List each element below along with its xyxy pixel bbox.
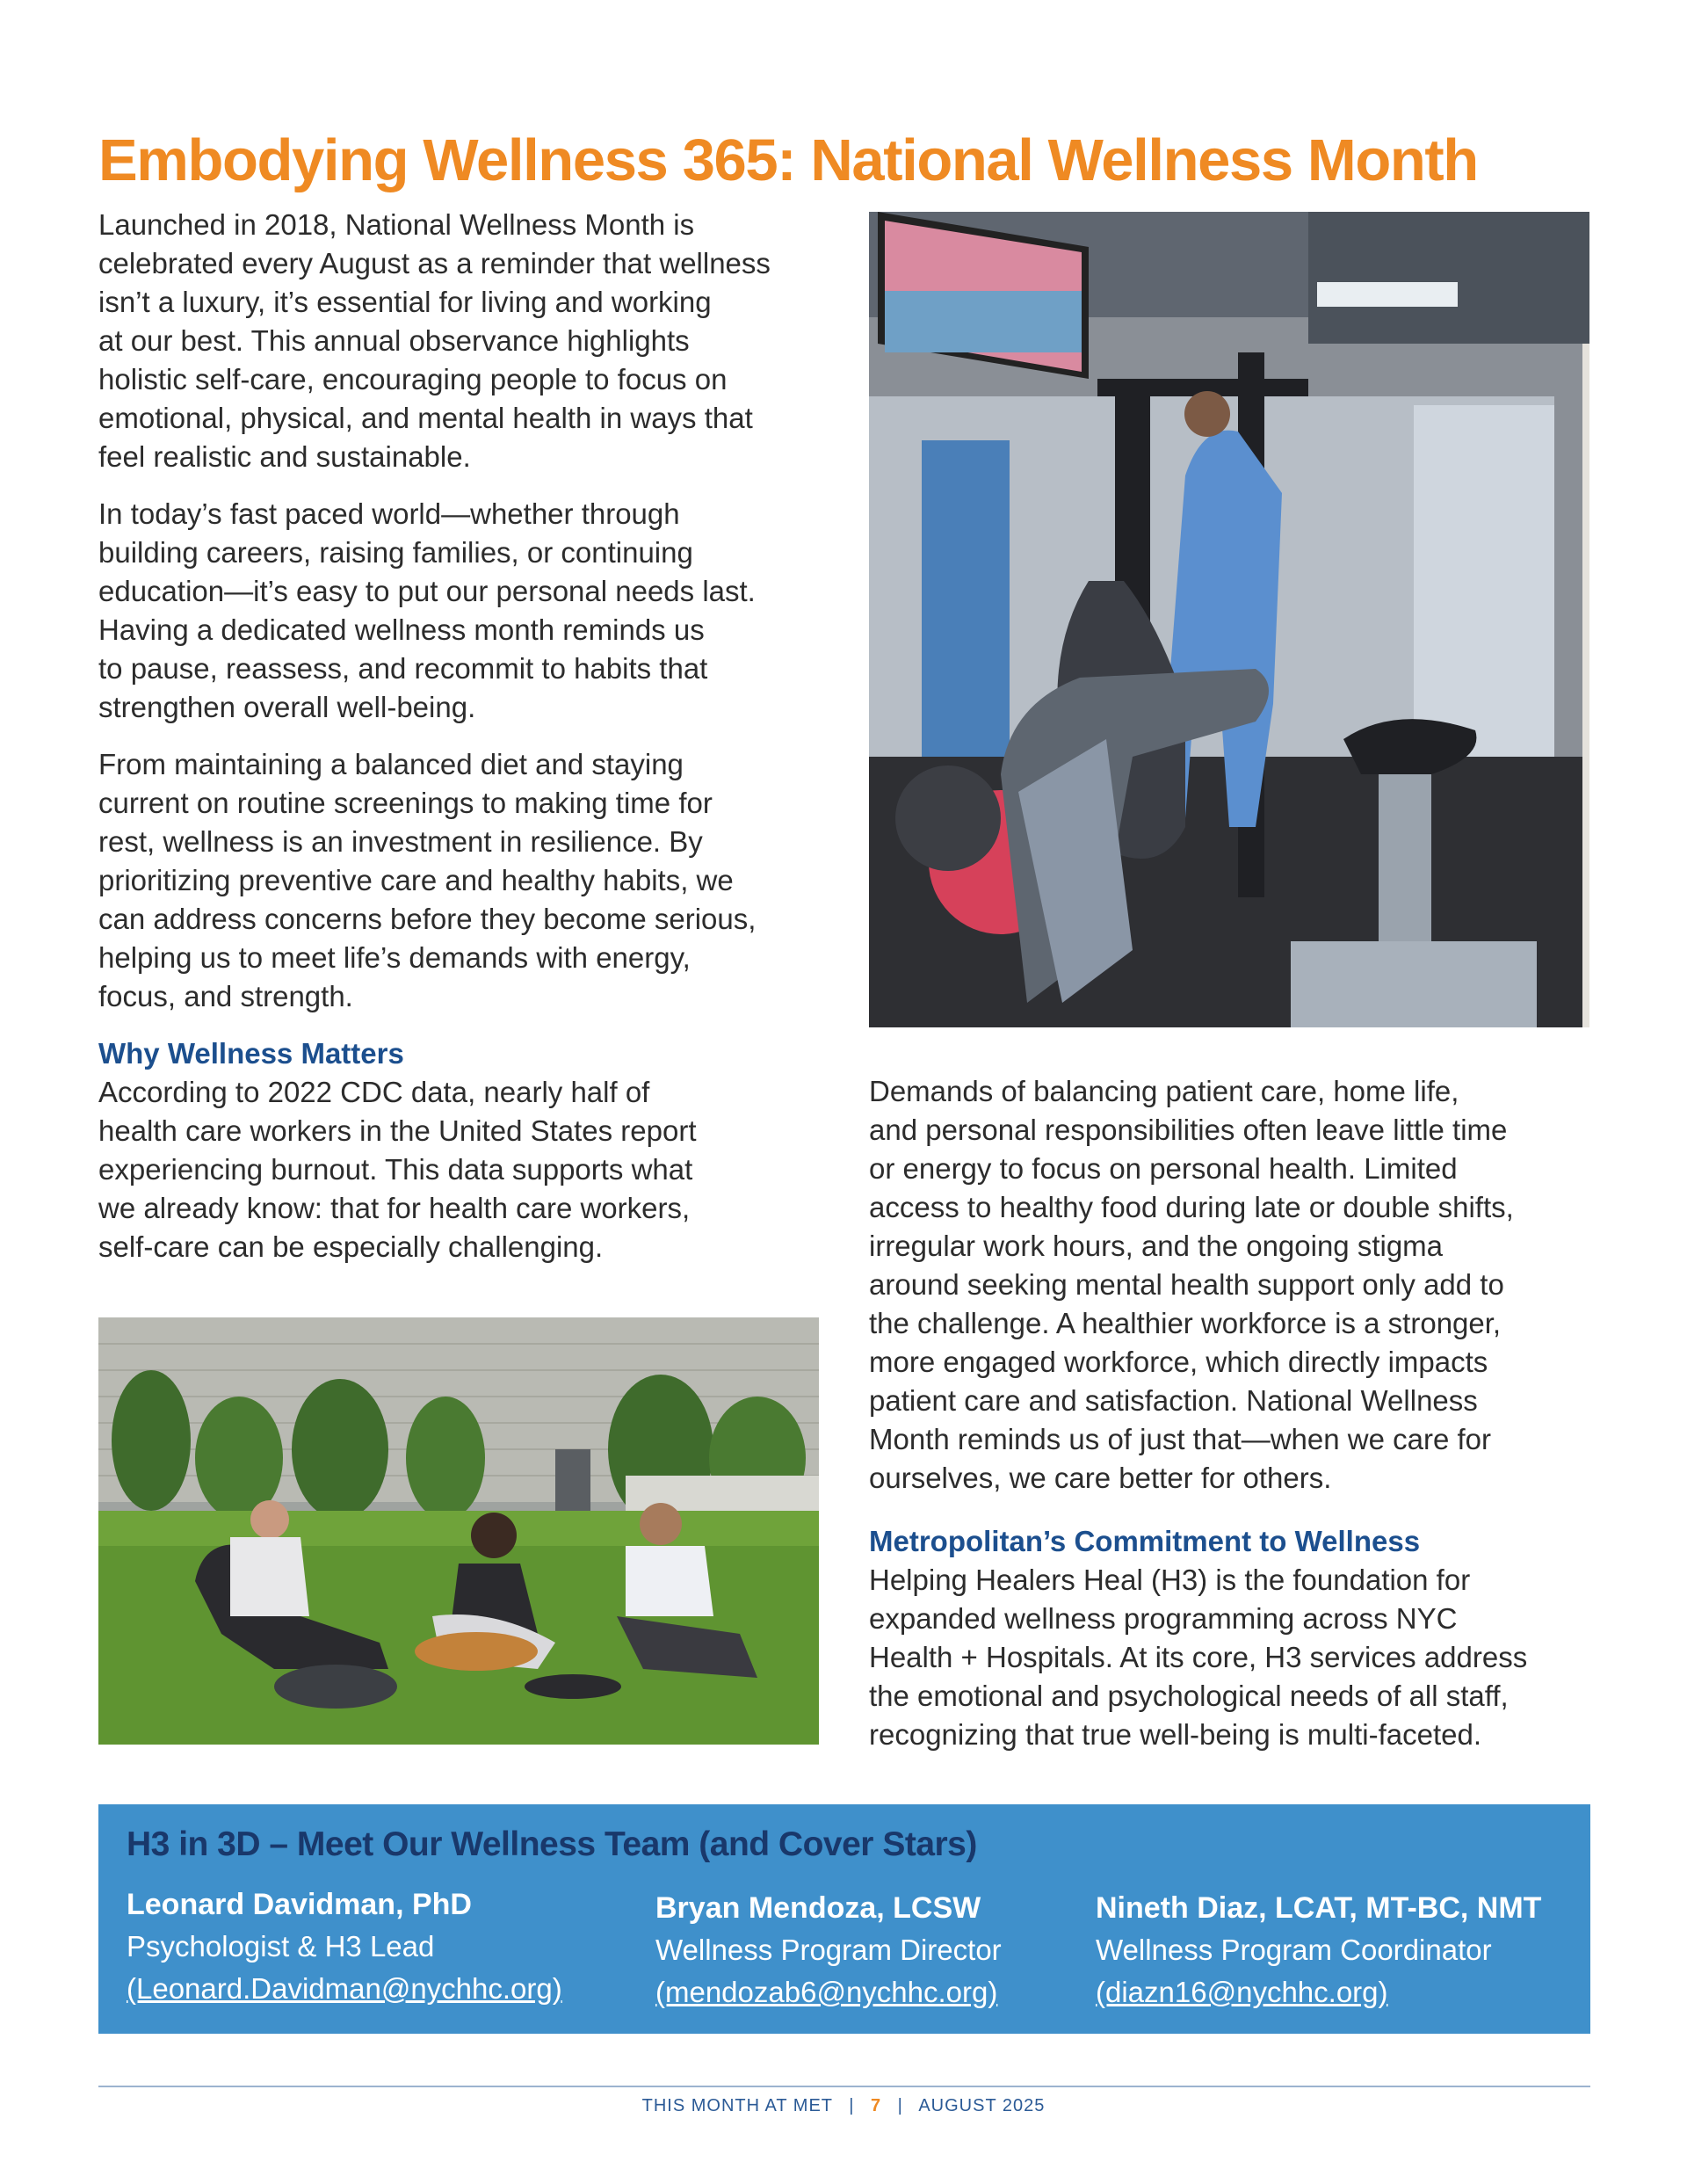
footer-date: AUGUST 2025 [918, 2096, 1046, 2115]
member-name: Nineth Diaz, LCAT, MT-BC, NMT [1096, 1891, 1542, 1925]
intro-paragraph: Launched in 2018, National Wellness Month is celebrated every August as a reminder that wellness isn’t a luxury, it’s essential for living and working at our best. This annual observance highlights holistic self-care, encouraging people to focus on emotional, physical, and mental health in ways that feel realistic and sustainable. [98, 208, 771, 473]
member-name: Leonard Davidman, PhD [127, 1888, 472, 1921]
fast-paced-paragraph: In today’s fast paced world—whether through building careers, raising families, or continuing education—it’s easy to put our personal needs last. Having a dedicated wellness month reminds us to pause, reassess, and recommit to habits that strengthen overall well-being. [98, 497, 756, 723]
footer-publication: THIS MONTH AT MET [641, 2096, 833, 2115]
member-email-link[interactable]: (Leonard.Davidman@nychhc.org) [127, 1972, 562, 2005]
member-role: Psychologist & H3 Lead [127, 1930, 435, 1963]
team-member [127, 1883, 562, 2010]
page-title: Embodying Wellness 365: National Wellness Month [98, 127, 1478, 193]
member-role: Wellness Program Coordinator [1096, 1934, 1492, 1966]
member-name: Bryan Mendoza, LCSW [655, 1891, 981, 1925]
member-role: Wellness Program Director [655, 1934, 1002, 1966]
cdc-paragraph: According to 2022 CDC data, nearly half of health care workers in the United States report experiencing burnout. This data supports what we already know: that for health care workers, self-care can be especially challenging. [98, 1076, 697, 1263]
left-column [98, 206, 828, 1285]
member-email-link[interactable]: (diazn16@nychhc.org) [1096, 1976, 1388, 2008]
gym-photo-illustration [869, 212, 1589, 1027]
why-wellness-heading: Why Wellness Matters [98, 1037, 404, 1070]
footer-separator: | [849, 2096, 855, 2115]
footer-divider [98, 2086, 1590, 2087]
team-heading: H3 in 3D – Meet Our Wellness Team (and Cover Stars) [127, 1825, 977, 1863]
h3-paragraph: Helping Healers Heal (H3) is the foundation for expanded wellness programming across NYC Health + Hospitals. At its core, H3 services address the emotional and psychological needs of all staff, recognizing that true well-being is multi-faceted. [869, 1564, 1528, 1751]
team-member [655, 1887, 1002, 2013]
right-column-top [869, 1072, 1598, 1516]
commitment-heading: Metropolitan’s Commitment to Wellness [869, 1525, 1421, 1557]
page-number: 7 [870, 2096, 882, 2115]
footer-separator: | [897, 2096, 903, 2115]
team-box [98, 1804, 1590, 2034]
member-email-link[interactable]: (mendozab6@nychhc.org) [655, 1976, 998, 2008]
demands-paragraph: Demands of balancing patient care, home life, and personal responsibilities often leave little time or energy to focus on personal health. Limited access to healthy food during late or double shifts, irregular work hours, and the ongoing stigma around seeking mental health support only add to the challenge. A healthier workforce is a stronger, more engaged workforce, which directly impacts patient care and satisfaction. National Wellness Month reminds us of just that—when we care for ourselves, we care better for others. [869, 1075, 1514, 1494]
garden-photo-illustration [98, 1317, 819, 1745]
garden-photo [98, 1317, 819, 1745]
gym-photo [869, 212, 1589, 1027]
page-footer [0, 2096, 1687, 2116]
balanced-diet-paragraph: From maintaining a balanced diet and staying current on routine screenings to making time for rest, wellness is an investment in resilience. By prioritizing preventive care and healthy habits, we can address concerns before they become serious, helping us to meet life’s demands with energy, focus, and strength. [98, 748, 757, 1012]
team-member [1096, 1887, 1541, 2013]
right-column-bottom [869, 1522, 1598, 1773]
